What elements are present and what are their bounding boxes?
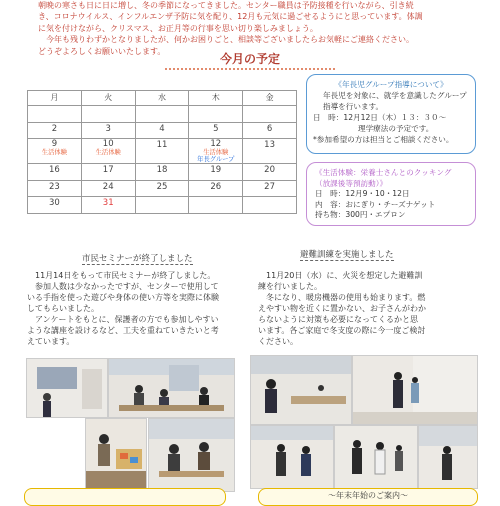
nencho-note1: 理学療法の予定です。 (358, 124, 434, 133)
drill-photo-5-image (419, 426, 477, 488)
drill-photo-2-image (353, 356, 477, 424)
calendar-day-number: 11 (156, 140, 168, 150)
calendar-day-number: 16 (48, 165, 60, 175)
seminar-line: いる手指を使った遊びや身体の使い方等を実際に体験 (27, 293, 219, 302)
calendar-day-number: 10 (102, 139, 114, 149)
calendar-week-row (28, 164, 297, 181)
seminar-line: 11月14日をもって市民セミナーが終了しました。 (27, 271, 216, 280)
calendar-day-cell (81, 164, 135, 181)
calendar-day-cell (189, 122, 243, 139)
calendar-week-row (28, 122, 297, 139)
seminar-line: えています。 (27, 337, 75, 346)
calendar-day-cell (189, 164, 243, 181)
seminar-line: 参加人数は少なかったですが、センターで使用して (27, 282, 219, 291)
calendar-day-number: 25 (156, 181, 168, 192)
calendar-day-cell (81, 122, 135, 139)
calendar-day-cell (28, 139, 82, 164)
cooking-date: 日 時：12月9・10・12日 (315, 189, 410, 198)
nencho-group-box (306, 74, 476, 154)
calendar-header: 月 (28, 91, 82, 106)
drill-photo-1-image (251, 356, 351, 424)
seminar-line: してもらいました。 (27, 304, 99, 313)
drill-line: 11月20日（水）に、火災を想定した避難訓 (258, 271, 423, 280)
seminar-title-text: 市民セミナーが終了しました (82, 254, 193, 264)
calendar-day-number: 27 (264, 181, 275, 192)
drill-text (258, 270, 480, 347)
schedule-title: 今月の予定 (219, 52, 280, 66)
calendar-event: 生活体験 (41, 149, 67, 156)
cooking-box (306, 162, 476, 226)
intro-line: に気を付けながら、クリスマス、お正月等の行事を思い切り楽しみましょう。 (38, 23, 318, 33)
drill-photo-4-image (335, 426, 417, 488)
calendar-day-cell (81, 180, 135, 197)
calendar-week-row (28, 180, 297, 197)
drill-title (300, 248, 394, 260)
calendar-day-cell (189, 197, 243, 214)
calendar-day-cell (243, 139, 297, 164)
bottom-left-banner (24, 488, 226, 506)
calendar-day-number: 13 (264, 140, 275, 150)
calendar-day-number: 20 (264, 165, 275, 175)
drill-line: えやすい物を近くに置かない、お子さんがわか (258, 304, 426, 313)
calendar-table (27, 90, 297, 214)
calendar-day-cell (135, 180, 189, 197)
calendar-week-row (28, 197, 297, 214)
nencho-title: 《年長児グループ指導について》 (334, 80, 448, 89)
drill-line: 冬になり、暖房機器の使用も始まります。燃 (258, 293, 426, 302)
calendar-day-number: 4 (159, 123, 165, 134)
intro-line: き、コロナウイルス、インフルエンザ予防に気を配り、12月も元気に過ごせるようにと思っています。体調 (38, 12, 423, 22)
calendar-day-cell (189, 139, 243, 164)
calendar-day-number: 18 (156, 165, 168, 175)
seminar-line: ような講座を設けるなど、工夫を重ねていきたいと考 (27, 326, 219, 335)
calendar-day-cell (28, 164, 82, 181)
calendar-day-cell (135, 122, 189, 139)
calendar-day-cell (243, 197, 297, 214)
calendar-day-number: 3 (105, 123, 111, 134)
drill-photo-3-image (251, 426, 333, 488)
calendar-day-number: 26 (210, 181, 222, 192)
nencho-body: 年長児を対象に、就学を意識したグループ指導を行います。 (323, 91, 467, 111)
nencho-datetime: 日 時：12月12日（木）１３：３０～ (313, 113, 447, 122)
calendar-event: 生活体験 (95, 149, 121, 156)
calendar-day-number: 23 (48, 181, 60, 192)
calendar-header: 水 (135, 91, 189, 106)
calendar-day-number: 17 (102, 165, 114, 175)
drill-line: 練を行いました。 (258, 282, 322, 291)
calendar-week-row (28, 106, 297, 123)
intro-line: どうぞよろしくお願いいたします。 (38, 46, 166, 56)
seminar-title (82, 252, 193, 264)
calendar-day-cell (243, 164, 297, 181)
calendar-day-cell (135, 139, 189, 164)
cooking-content: 内 容：おにぎり・チーズナゲット (315, 199, 436, 209)
calendar-day-cell (189, 180, 243, 197)
calendar-header: 木 (189, 91, 243, 106)
nencho-note2: *参加希望の方は担当とご相談ください。 (313, 135, 454, 144)
calendar-day-cell (28, 180, 82, 197)
drill-photo-2 (352, 355, 478, 425)
calendar-day-cell (135, 197, 189, 214)
calendar-day-cell (28, 197, 82, 214)
calendar-header: 金 (243, 91, 297, 106)
calendar-day-cell (28, 122, 82, 139)
calendar-day-number: 24 (102, 181, 114, 192)
drill-photo-1 (250, 355, 352, 425)
calendar-day-cell (81, 139, 135, 164)
seminar-text (27, 270, 249, 347)
drill-photo-5 (418, 425, 478, 489)
bottom-right-title: ～年末年始のご案内～ (328, 491, 408, 500)
calendar-day-cell (28, 106, 82, 123)
seminar-photo-4 (148, 418, 235, 492)
calendar-day-number: 5 (213, 123, 219, 134)
calendar-day-cell (189, 106, 243, 123)
seminar-photo-3-image (86, 419, 146, 491)
seminar-photo-2-image (109, 359, 234, 417)
drill-title-text: 避難訓練を実施しました (300, 250, 394, 260)
seminar-photo-3 (85, 418, 147, 492)
calendar-day-cell (243, 106, 297, 123)
calendar-day-cell (243, 122, 297, 139)
calendar-header: 火 (81, 91, 135, 106)
drill-photo-4 (334, 425, 418, 489)
calendar-day-cell (243, 180, 297, 197)
calendar-day-number: 12 (210, 139, 222, 149)
drill-line: ください。 (258, 337, 298, 346)
calendar-day-number: 6 (266, 123, 273, 134)
calendar-day-cell (135, 106, 189, 123)
intro-text (38, 0, 468, 57)
calendar-day-number: 30 (48, 198, 60, 208)
drill-line: います。各ご家庭で冬支度の際に今一度ご検討 (258, 326, 426, 335)
calendar-day-cell (135, 164, 189, 181)
drill-photo-3 (250, 425, 334, 489)
seminar-photo-1 (26, 358, 108, 418)
title-underline (165, 68, 335, 70)
intro-line: 朝晩の寒さも日に日に増し、冬の季節になってきました。センター職員は予防接種を行いながら、引き続 (38, 1, 414, 10)
bottom-right-banner (258, 488, 478, 506)
calendar-event: 生活体験 (203, 149, 229, 156)
calendar-body (28, 106, 297, 214)
seminar-photo-1-image (27, 359, 107, 417)
calendar-day-number: 31 (102, 198, 114, 208)
calendar-day-number: 19 (210, 165, 222, 175)
drill-line: らないように対策も必要になってくるかと思 (258, 315, 418, 324)
seminar-line: アンケートをもとに、保護者の方でも参加しやすい (27, 315, 219, 324)
cooking-title-2: （放課後等預訪動）》 (315, 178, 388, 188)
calendar-day-cell (81, 106, 135, 123)
calendar-day-cell (81, 197, 135, 214)
seminar-photo-2 (108, 358, 235, 418)
calendar-week-row (28, 139, 297, 164)
cooking-title-1: 《生活体験：栄養士さんとのクッキング (315, 168, 452, 177)
intro-line: 今年も残りわずかとなりましたが、何かお困りごと、相談等ございましたらお気軽にご連絡ください。 (38, 35, 414, 45)
seminar-photo-4-image (149, 419, 234, 491)
calendar-event-group: 年長グループ (197, 156, 235, 163)
cooking-items: 持ち物：300円・エプロン (315, 210, 406, 219)
calendar-day-number: 9 (51, 139, 58, 149)
calendar-day-number: 2 (51, 123, 58, 134)
